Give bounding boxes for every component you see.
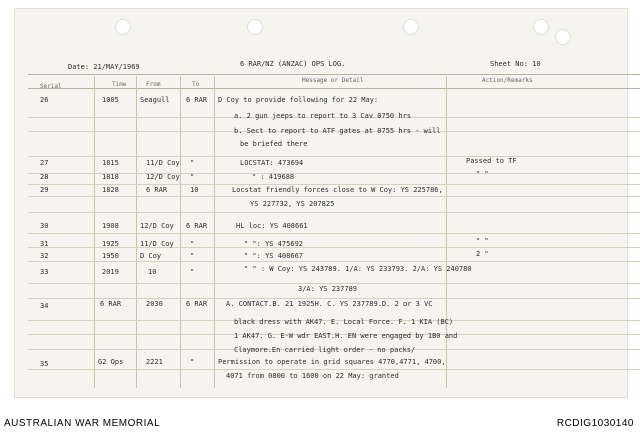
- cell-time: 6 RAR: [100, 300, 122, 308]
- cell-to: ": [190, 173, 195, 181]
- punch-hole: [247, 19, 263, 35]
- log-title: 6 RAR/NZ (ANZAC) OPS LOG.: [240, 60, 346, 68]
- cell-remarks: 2 ": [476, 250, 489, 258]
- cell-detail: black dress with AK47. E. Local Force. F. 1 KIA (BC): [234, 318, 454, 326]
- cell-detail: " ": YS 475692: [244, 240, 304, 248]
- row-rule: [28, 212, 640, 213]
- cell-from: 11/D Coy: [146, 159, 180, 167]
- cell-serial: 30: [40, 222, 49, 230]
- cell-remarks: " ": [476, 170, 489, 178]
- cell-detail: Locstat friendly forces close to W Coy: YS 225786,: [232, 186, 443, 194]
- sheet-number: Sheet No: 10: [490, 60, 541, 68]
- cell-from: 2221: [146, 358, 163, 366]
- row-rule: [28, 261, 640, 262]
- cell-time: 1950: [102, 252, 119, 260]
- cell-detail: 1 AK47. G. E-W wdr EAST.H. EN were engaged by 1B0 and: [234, 332, 458, 340]
- cell-detail: D Coy to provide following for 22 May:: [218, 96, 379, 104]
- cell-from: 2030: [146, 300, 163, 308]
- cell-to: ": [190, 159, 195, 167]
- cell-detail: A. CONTACT.B. 21 1925H. C. YS 237789.D. 2 or 3 VC: [226, 300, 433, 308]
- cell-detail: " : 419688: [252, 173, 295, 181]
- column-divider: [214, 76, 215, 388]
- cell-serial: 31: [40, 240, 49, 248]
- cell-to: 6 RAR: [186, 96, 208, 104]
- cell-detail: b. Sect to report to ATF gates at 0755 hrs - will: [234, 127, 441, 135]
- header-rule: [28, 88, 640, 89]
- cell-serial: 27: [40, 159, 49, 167]
- footer-archive: AUSTRALIAN WAR MEMORIAL: [4, 418, 161, 429]
- punch-hole: [533, 19, 549, 35]
- cell-detail: 4071 from 0800 to 1600 on 22 May: granted: [226, 372, 399, 380]
- cell-serial: 29: [40, 186, 49, 194]
- row-rule: [28, 283, 640, 284]
- cell-serial: 32: [40, 252, 49, 260]
- row-rule: [28, 184, 640, 185]
- cell-from: D Coy: [140, 252, 162, 260]
- cell-from: 12/D Coy: [140, 222, 174, 230]
- cell-detail: YS 227732, YS 207825: [250, 200, 335, 208]
- cell-time: 2019: [102, 268, 119, 276]
- column-divider: [94, 76, 95, 388]
- cell-to: 10: [190, 186, 199, 194]
- row-rule: [28, 156, 640, 157]
- cell-to: ": [190, 240, 195, 248]
- cell-to: ": [190, 252, 195, 260]
- row-rule: [28, 173, 640, 174]
- cell-time: 1815: [102, 159, 119, 167]
- cell-from: 11/D Coy: [140, 240, 174, 248]
- cell-to: ": [190, 358, 195, 366]
- col-header-message: Message or Detail: [302, 77, 364, 84]
- cell-detail: HL loc: YS 408661: [236, 222, 308, 230]
- cell-from: 10: [148, 268, 157, 276]
- cell-detail: " " : W Coy: YS 243789. 1/A: YS 233793. 2/A: YS 240780: [244, 265, 472, 273]
- header-rule: [28, 74, 640, 75]
- col-header-remarks: Action/Remarks: [482, 77, 533, 84]
- cell-time: 1818: [102, 173, 119, 181]
- cell-detail: 3/A: YS 237789: [298, 285, 358, 293]
- cell-time: 1005: [102, 96, 119, 104]
- row-rule: [28, 196, 640, 197]
- punch-hole: [555, 29, 571, 45]
- column-divider: [136, 76, 137, 388]
- cell-serial: 35: [40, 360, 49, 368]
- cell-serial: 33: [40, 268, 49, 276]
- cell-from: 6 RAR: [146, 186, 168, 194]
- cell-time: G2 Ops: [98, 358, 124, 366]
- row-rule: [28, 247, 640, 248]
- punch-hole: [403, 19, 419, 35]
- cell-detail: Permission to operate in grid squares 4770,4771, 4700,: [218, 358, 446, 366]
- cell-from: Seagull: [140, 96, 170, 104]
- cell-to: ": [190, 268, 195, 276]
- col-header-serial: Serial: [40, 83, 62, 90]
- cell-remarks: Passed to TF: [466, 157, 517, 165]
- cell-remarks: " ": [476, 237, 489, 245]
- cell-detail: Claymore.En carried light order - no packs/: [234, 346, 416, 354]
- row-rule: [28, 369, 640, 370]
- cell-serial: 26: [40, 96, 49, 104]
- cell-time: 1908: [102, 222, 119, 230]
- col-header-to: To: [192, 81, 200, 88]
- cell-from: 12/D Coy: [146, 173, 180, 181]
- column-divider: [446, 76, 447, 388]
- log-date: Date: 21/MAY/1969: [68, 63, 140, 71]
- column-divider: [180, 76, 181, 388]
- col-header-time: Time: [112, 81, 127, 88]
- punch-hole: [115, 19, 131, 35]
- cell-time: 1925: [102, 240, 119, 248]
- cell-detail: " ": YS 408667: [244, 252, 304, 260]
- footer-record-id: RCDIG1030140: [556, 418, 634, 429]
- row-rule: [28, 233, 640, 234]
- cell-detail: LOCSTAT: 473694: [240, 159, 304, 167]
- cell-detail: a. 2 gun jeeps to report to 3 Cav 0750 hrs: [234, 112, 412, 120]
- cell-time: 1828: [102, 186, 119, 194]
- cell-to: 6 RAR: [186, 300, 208, 308]
- cell-to: 6 RAR: [186, 222, 208, 230]
- cell-serial: 34: [40, 302, 49, 310]
- col-header-from: From: [146, 81, 161, 88]
- cell-detail: be briefed there: [240, 140, 308, 148]
- cell-serial: 28: [40, 173, 49, 181]
- row-rule: [28, 298, 640, 299]
